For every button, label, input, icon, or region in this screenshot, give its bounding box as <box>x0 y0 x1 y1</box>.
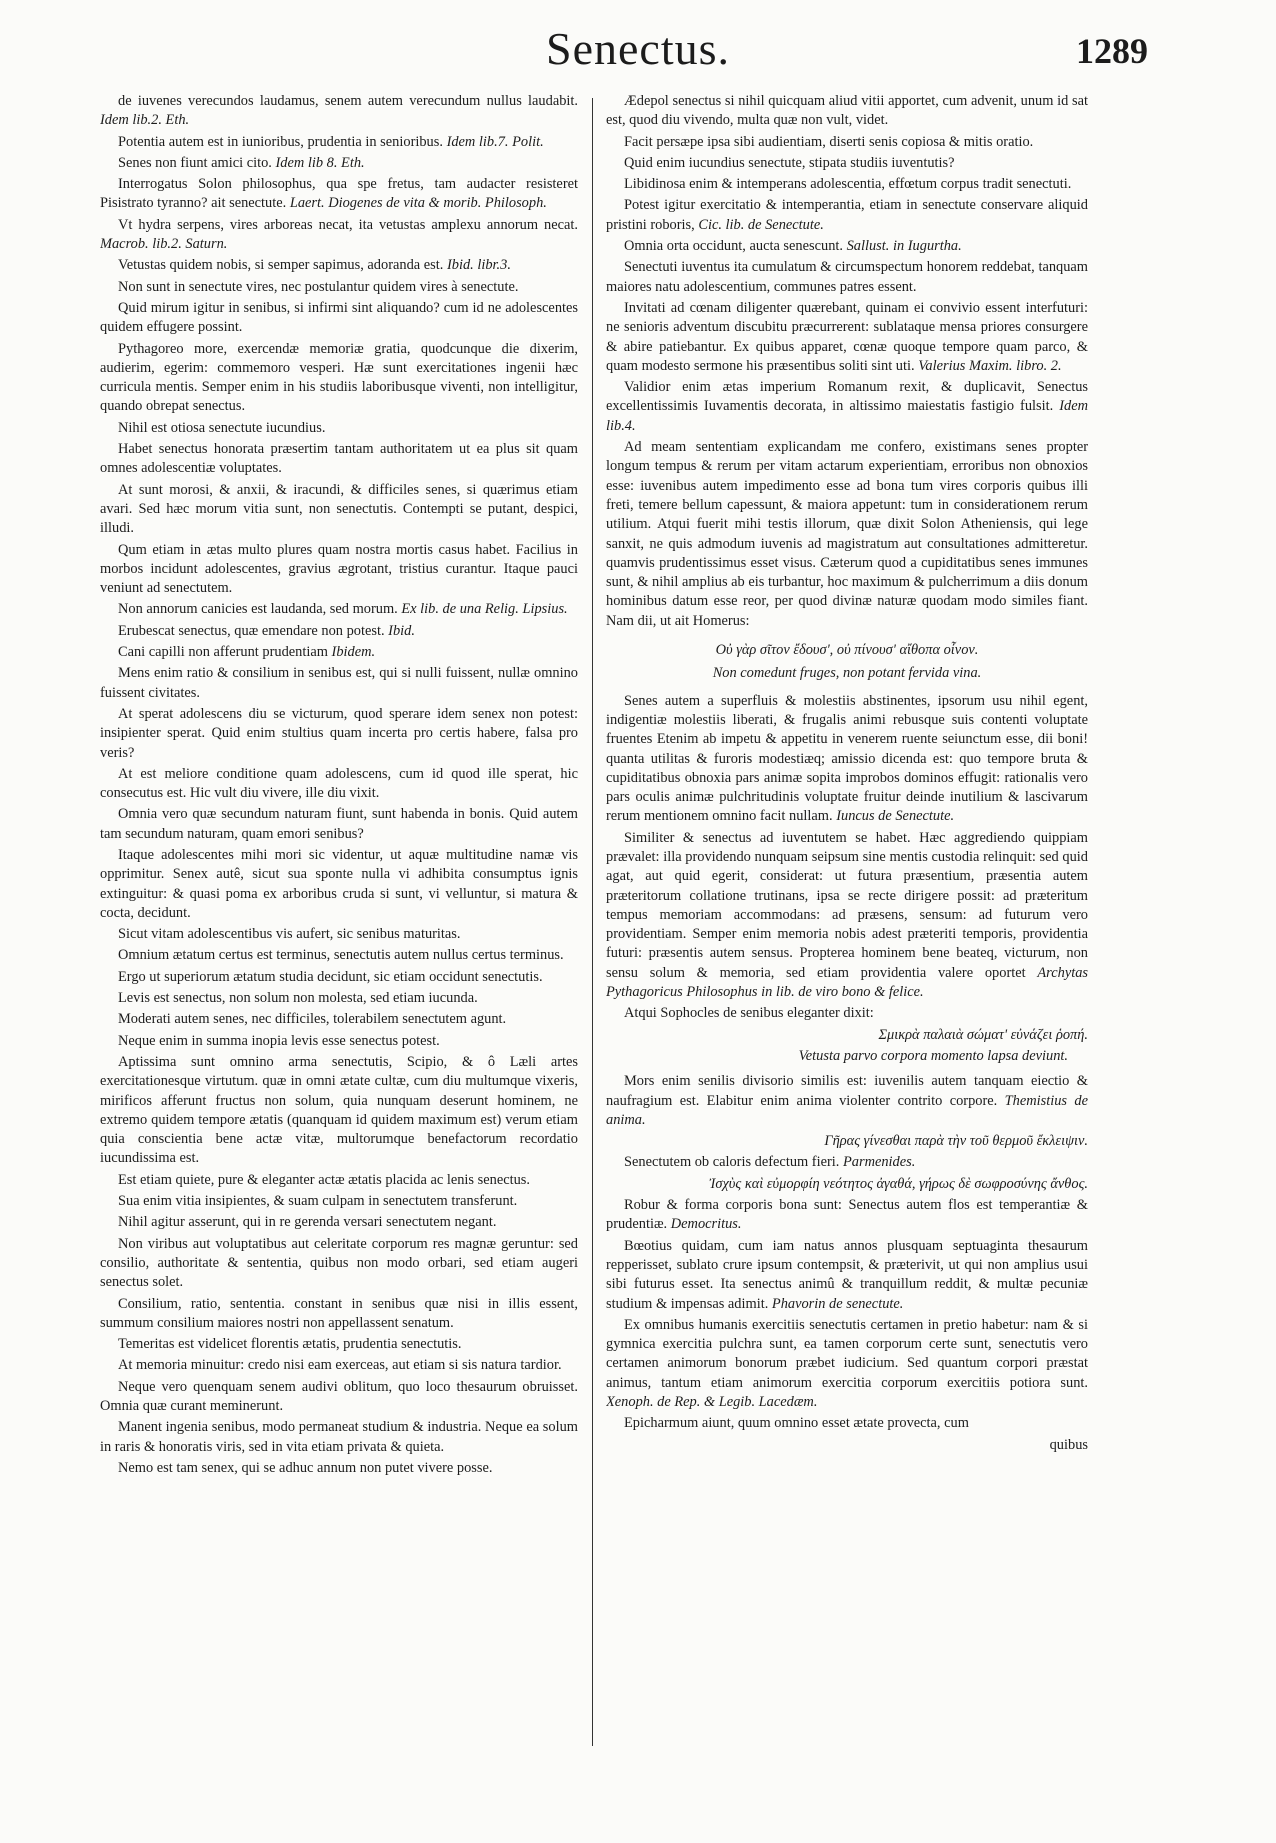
paragraph-text: Mors enim senilis divisorio similis est: iuvenilis autem tanquam eiectio & naufragium est. Elabitur enim anima violenter contrito corpore. <box>606 1073 1088 1109</box>
paragraph <box>100 256 578 275</box>
paragraph-text: At sunt morosi, & anxii, & iracundi, & difficiles senes, si quærimus etiam avari. Sed hæc morum vitia sunt, non senectutis. Contempti se putant, despici, illudi. <box>100 481 578 537</box>
paragraph <box>100 1378 578 1417</box>
paragraph <box>606 196 1088 235</box>
paragraph-text: Cani capilli non afferunt prudentiam <box>118 644 328 661</box>
citation: Ibid. <box>388 622 415 639</box>
paragraph <box>100 600 578 619</box>
paragraph <box>100 541 578 599</box>
paragraph <box>100 175 578 214</box>
paragraph <box>606 1072 1088 1130</box>
paragraph-text: Non viribus aut voluptatibus aut celeritate corporum res magnæ geruntur: sed consilio, authoritate & sententia, quibus non modo orbari, sed etiam augeri senectus solet. <box>100 1235 578 1291</box>
paragraph <box>100 1053 578 1169</box>
paragraph <box>100 216 578 255</box>
paragraph <box>606 1237 1088 1314</box>
paragraph-text: At est meliore conditione quam adolescens, cum id quod ille sperat, hic consecutus est. Hic vult diu vivere, ille diu vixit. <box>100 765 578 802</box>
paragraph-text: de iuvenes verecundos laudamus, senem autem verecundum nullus laudabit. <box>118 93 578 109</box>
paragraph-text: Aptissima sunt omnino arma senectutis, Scipio, & ô Læli artes exercitationesque virtutum. quæ in omni ætate cultæ, cum diu multumque vixeris, mirificos afferunt fructus non solum, quia nunquam deserunt hominem, ne extremo quidem tempore ætatis (quanquam id quidem maximum est) verum etiam quia conscientia bene actæ vitæ, multorumque benefactorum recordatio iucundissima est. <box>100 1053 578 1167</box>
paragraph-text: Mens enim ratio & consilium in senibus est, qui si nulli fuissent, nullæ omnino fuissent civitates. <box>100 665 578 701</box>
paragraph <box>100 622 578 641</box>
citation: Xenoph. de Rep. & Legib. Lacedæm. <box>606 1394 818 1410</box>
paragraph-text: Habet senectus honorata præsertim tantam authoritatem ut ea plus sit quam omnes adolescentiæ voluptates. <box>100 441 578 477</box>
greek-quotation: Γῆρας γίνεσθαι παρὰ τὴν τοῦ θερμοῦ ἔκλειψιν. <box>824 1133 1088 1150</box>
paragraph <box>100 946 578 965</box>
paragraph <box>606 692 1088 827</box>
paragraph-text: Sicut vitam adolescentibus vis aufert, sic senibus maturitas. <box>118 926 461 943</box>
paragraph-text: Moderati autem senes, nec difficiles, tolerabilem senectutem agunt. <box>118 1011 507 1028</box>
paragraph-text: Atqui Sophocles de senibus eleganter dixit: <box>624 1005 874 1022</box>
paragraph <box>606 133 1088 152</box>
paragraph-text: Neque enim in summa inopia levis esse senectus potest. <box>118 1032 440 1049</box>
paragraph-text: Consilium, ratio, sententia. constant in senibus quæ nisi in illis essent, summum consilium maiores nostri non appellassent senatum. <box>100 1295 578 1331</box>
citation: Ibidem. <box>331 644 376 661</box>
greek-quotation: Ἰσχὺς καὶ εὐμορφίη νεότητος ἀγαθά, γήρως δὲ σωφροσύνης ἄνθος. <box>709 1175 1088 1192</box>
paragraph <box>606 299 1088 376</box>
paragraph <box>100 1459 578 1478</box>
paragraph-text: Ad meam sententiam explicandam me confero, existimans senes propter longum tempus & rerum per vitam actarum experientiam, erroribus non obnoxios esse: iuvenibus autem impedimento esse ad bona tum vires corporis quibus illi freti, temere bellum capessunt, & maiora appetunt: tum in considerationem rerum utilium. Atqui fuerit mihi testis illorum, quæ dixit Solon Atheniensis, qui lege sanxit, ne quis admodum iuvenis ad magistratum aut consultationes admitteretur. quamvis prudentissimus esset visus. Cæterum quod a cupiditatibus senes immunes sunt, & nihil amplius ab eis turbantur, hoc maximum & pulcherrimum a diis donum hominibus datum esse reor, per quod divinæ naturæ quodam modo similes fiant. Nam dii, ut ait Homerus: <box>606 439 1088 629</box>
paragraph <box>606 1196 1088 1235</box>
paragraph-text: Potest igitur exercitatio & intemperantia, etiam in senectute conservare aliquid pristini roboris, <box>606 197 1088 233</box>
paragraph <box>606 1414 1088 1433</box>
paragraph-text: Nemo est tam senex, qui se adhuc annum non putet vivere posse. <box>118 1459 493 1476</box>
paragraph-text: Invitati ad cœnam diligenter quærebant, quinam ei convivio essent interfuturi: ne senioris adventum discubitu præcurrerent: sublataque mensa priores consurgere & abire patiebantur. Ex quibus apparet, cœnæ quoque tempore quam parco, & quam modesto sermone his præsentibus soliti sint uti. <box>606 299 1088 374</box>
paragraph <box>100 481 578 539</box>
paragraph <box>606 829 1088 1003</box>
paragraph-text: Levis est senectus, non solum non molesta, sed etiam iucunda. <box>118 990 478 1007</box>
paragraph <box>606 154 1088 173</box>
paragraph <box>100 1295 578 1334</box>
citation: Sallust. in Iugurtha. <box>846 238 962 255</box>
paragraph-text: Nihil est otiosa senectute iucundius. <box>118 419 326 436</box>
paragraph <box>100 1418 578 1457</box>
citation: Idem lib 8. Eth. <box>275 154 365 171</box>
paragraph-text: Erubescat senectus, quæ emendare non potest. <box>118 622 385 639</box>
paragraph-text: Potentia autem est in iunioribus, prudentia in senioribus. <box>118 133 443 150</box>
citation: Macrob. lib.2. Saturn. <box>100 236 228 253</box>
paragraph-text: Bœotius quidam, cum iam natus annos plusquam septuaginta thesaurum repperisset, sublato crure ipsum contempsit, & præterivit, ut qui non amplius usui sibi futurus esset. Ita senectus animû & tranquillum reddit, & multæ pecuniæ studium & impensas adimit. <box>606 1237 1088 1312</box>
paragraph-text: Est etiam quiete, pure & eleganter actæ ætatis placida ac lenis senectus. <box>118 1171 530 1188</box>
paragraph <box>606 258 1088 297</box>
catchword: quibus <box>1049 1436 1088 1453</box>
citation: Parmenides. <box>842 1154 916 1171</box>
paragraph-text: Neque vero quenquam senem audivi oblitum, quo loco thesaurum obruisset. Omnia quæ curant meminerunt. <box>100 1378 578 1414</box>
citation: Laert. Diogenes de vita & morib. Philosoph. <box>289 195 547 212</box>
right-column-block-c <box>606 1072 1088 1130</box>
paragraph <box>100 664 578 703</box>
paragraph <box>100 968 578 987</box>
page-number: 1289 <box>1076 31 1148 71</box>
paragraph-text: Pythagoreo more, exercendæ memoriæ gratia, quodcunque die dixerim, audierim, egerim: commemoro vesperi. Hæ sunt exercitationes ingenii hæc curricula mentis. Semper enim in his studiis laboribusque viventi, non intelligitur, quando obrepat senectus. <box>100 340 578 415</box>
paragraph <box>100 340 578 417</box>
citation: Idem lib.7. Polit. <box>446 133 544 150</box>
paragraph <box>100 92 578 131</box>
citation: Idem lib.4. <box>606 398 1088 434</box>
paragraph <box>100 1335 578 1354</box>
paragraph <box>100 643 578 662</box>
right-column-block-e <box>606 1196 1088 1434</box>
left-column <box>100 92 578 1821</box>
column-divider <box>592 98 593 1746</box>
paragraph-text: Senectuti iuventus ita cumulatum & circumspectum honorem reddebat, tanquam maiores natu adolescentium, communes patres essent. <box>606 259 1088 295</box>
paragraph <box>100 765 578 804</box>
paragraph-text: Libidinosa enim & intemperans adolescentia, effœtum corpus tradit senectuti. <box>624 176 1072 193</box>
paragraph <box>606 378 1088 436</box>
paragraph <box>100 133 578 152</box>
paragraph-text: Ædepol senectus si nihil quicquam aliud vitii apportet, cum advenit, unum id sat est, quod diu vivendo, multa quæ non vult, videt. <box>606 93 1088 129</box>
paragraph-text: Vetustas quidem nobis, si semper sapimus, adoranda est. <box>118 257 444 274</box>
citation: Archytas Pythagoricus Philosophus in lib. de viro bono & felice. <box>606 964 1088 1001</box>
paragraph <box>606 175 1088 194</box>
paragraph <box>606 438 1088 631</box>
paragraph-text: Senes non fiunt amici cito. <box>118 154 272 171</box>
paragraph <box>606 1004 1088 1023</box>
paragraph <box>100 1032 578 1051</box>
paragraph-text: Validior enim ætas imperium Romanum rexit, & duplicavit, Senectus excellentissimis Iuvamentis decorata, in altissimo maiestatis fastigio fulsit. <box>606 379 1088 415</box>
paragraph <box>606 1316 1088 1412</box>
citation: Valerius Maxim. libro. 2. <box>918 357 1062 374</box>
paragraph-text: At memoria minuitur: credo nisi eam exerceas, aut etiam si sis natura tardior. <box>118 1357 562 1374</box>
paragraph-text: Manent ingenia senibus, modo permaneat studium & industria. Neque ea solum in raris & honoratis viris, sed in vita etiam privata & quieta. <box>100 1419 578 1455</box>
paragraph <box>100 299 578 338</box>
citation: Cic. lib. de Senectute. <box>698 216 824 233</box>
paragraph-text: Omnia vero quæ secundum naturam fiunt, sunt habenda in bonis. Quid autem tam secundum naturam, quam emori senibus? <box>100 806 578 842</box>
paragraph-text: Senectutem ob caloris defectum fieri. <box>624 1154 840 1171</box>
paragraph-text: Non annorum canicies est laudanda, sed morum. <box>118 601 398 618</box>
paragraph-text: Ergo ut superiorum ætatum studia decidunt, sic etiam occidunt senectutis. <box>118 968 543 985</box>
paragraph <box>100 805 578 844</box>
paragraph-text: Robur & forma corporis bona sunt: Senectus autem flos est temperantiæ & prudentiæ. <box>606 1197 1088 1233</box>
paragraph-text: Nihil agitur asserunt, qui in re gerenda versari senectutem negant. <box>118 1214 497 1231</box>
paragraph <box>100 705 578 763</box>
greek-quotation: Οὐ γὰρ σῖτον ἔδουσ', οὐ πίνουσ' αἴθοπα οἶνον. <box>715 642 979 659</box>
paragraph <box>100 419 578 438</box>
paragraph-text: Quid enim iucundius senectute, stipata studiis iuventutis? <box>624 154 955 171</box>
paragraph-text: Non sunt in senectute vires, nec postulantur quidem vires à senectute. <box>118 278 519 295</box>
paragraph <box>100 1213 578 1232</box>
paragraph-text: Vt hydra serpens, vires arboreas necat, ita vetustas amplexu annorum necat. <box>118 216 578 233</box>
paragraph <box>100 154 578 173</box>
paragraph <box>100 1356 578 1375</box>
paragraph-text: Similiter & senectus ad iuventutem se habet. Hæc aggrediendo quippiam prævalet: illa providendo nunquam seipsum sine mentis custodia relinquit: sed quid agat, aut quid egerit, considerat: ut futura præsentium, præsentia autem præteritorum collatione trutinans, ipsa se recte dirigere possit: ad præteritum tempus memoriam accommodans: ad præsens, sensum: ad futurum vero providentiam. Semper enim memoria nobis adest præteriti temporis, providentia futuri: præsentis autem sensus. Propterea hominem bene beateq, victurum, non sensu solum & memoria, sed etiam providentia valere oportet <box>606 829 1088 981</box>
paragraph <box>606 1153 1088 1172</box>
right-column-block-d <box>606 1153 1088 1172</box>
citation: Phavorin de senectute. <box>771 1295 904 1312</box>
paragraph <box>606 92 1088 131</box>
citation: Ibid. libr.3. <box>446 257 511 274</box>
paragraph <box>100 1010 578 1029</box>
paragraph-text: Quid mirum igitur in senibus, si infirmi sint aliquando? cum id ne adolescentes quidem effugere possint. <box>100 299 578 336</box>
right-column <box>606 92 1088 1821</box>
paragraph <box>100 440 578 479</box>
citation: Democritus. <box>670 1216 742 1233</box>
citation: Iuncus de Senectute. <box>836 808 955 825</box>
paragraph <box>100 1192 578 1211</box>
paragraph-text: Temeritas est videlicet florentis ætatis, prudentia senectutis. <box>118 1336 462 1353</box>
paragraph-text: Facit persæpe ipsa sibi audientiam, diserti senis copiosa & mitis oratio. <box>624 133 1034 150</box>
citation: Themistius de anima. <box>606 1092 1088 1128</box>
latin-verse: Vetusta parvo corpora momento lapsa deviunt. <box>798 1047 1068 1064</box>
paragraph <box>100 846 578 923</box>
greek-quotation: Σμικρὰ παλαιὰ σώματ' εὐνάζει ῥοπή. <box>878 1026 1088 1043</box>
paragraph-text: Ex omnibus humanis exercitiis senectutis certamen in pretio habetur: nam & si gymnica exercitia pulchra sunt, ea tamen corporum certe sunt, senectutis vero certamen animorum bonorum præbet iudicium. Sed quantum corpori præstat animus, tantum etiam animorum exercitia corporum exercitiis potiora sunt. <box>606 1316 1088 1391</box>
paragraph-text: Sua enim vitia insipientes, & suam culpam in senectutem transferunt. <box>118 1193 518 1210</box>
latin-verse: Non comedunt fruges, non potant fervida vina. <box>712 665 982 682</box>
citation: Ex lib. de una Relig. Lipsius. <box>401 601 568 618</box>
right-column-block-b <box>606 692 1088 1024</box>
paragraph <box>100 989 578 1008</box>
paragraph-text: Qum etiam in ætas multo plures quam nostra mortis casus habet. Facilius in morbos incidunt adolescentes, gravius ægrotant, tristius curantur. Itaque pauci veniunt ad senectutem. <box>100 541 578 597</box>
paragraph <box>100 278 578 297</box>
paragraph-text: Omnium ætatum certus est terminus, senectutis autem nullus certus terminus. <box>118 947 564 964</box>
paragraph-text: Epicharmum aiunt, quum omnino esset ætate provecta, cum <box>624 1415 969 1432</box>
right-column-block-a <box>606 92 1088 631</box>
citation: Idem lib.2. Eth. <box>100 112 190 129</box>
paragraph-text: Senes autem a superfluis & molestiis abstinentes, ipsorum usu nihil egent, indigentiæ molestiis liberati, & frugalis animi rebusque suis contenti voluptate fruentes Etenim ab impetu & appetitu in venerem ruente seiunctum esse, dii boni! quanta utilitas & furoris modestiæq; amissio dicenda est: quo tempore bruta & cupiditatibus obnoxia pars animæ sopita improbos dominos effugit: rationalis vero pars oculis animæ pulchritudinis voluptate fruitur deinde inutilium & lascivarum rerum mentionem omnino facit nullam. <box>606 692 1088 825</box>
paragraph-text: Omnia orta occidunt, aucta senescunt. <box>624 238 843 255</box>
paragraph-text: Interrogatus Solon philosophus, qua spe fretus, tam audacter resisteret Pisistrato tyranno? ait senectute. <box>100 176 578 212</box>
paragraph-text: At sperat adolescens diu se victurum, quod sperare idem senex non potest: insipienter sperat. Quid enim stultius quam incerta pro certis habere, falsa pro veris? <box>100 705 578 761</box>
paragraph <box>100 925 578 944</box>
paragraph <box>606 237 1088 256</box>
paragraph <box>100 1235 578 1293</box>
running-head: Senectus. <box>545 23 730 74</box>
paragraph <box>100 1171 578 1190</box>
paragraph-text: Itaque adolescentes mihi mori sic videntur, ut aquæ multitudine namæ vis opprimitur. Senex autê, sicut sua sponte nulla vi adhibita consumptus ignis extinguitur: & quasi poma ex arboribus cruda si sunt, vi velluntur, si matura & cocta, decidunt. <box>100 846 578 921</box>
